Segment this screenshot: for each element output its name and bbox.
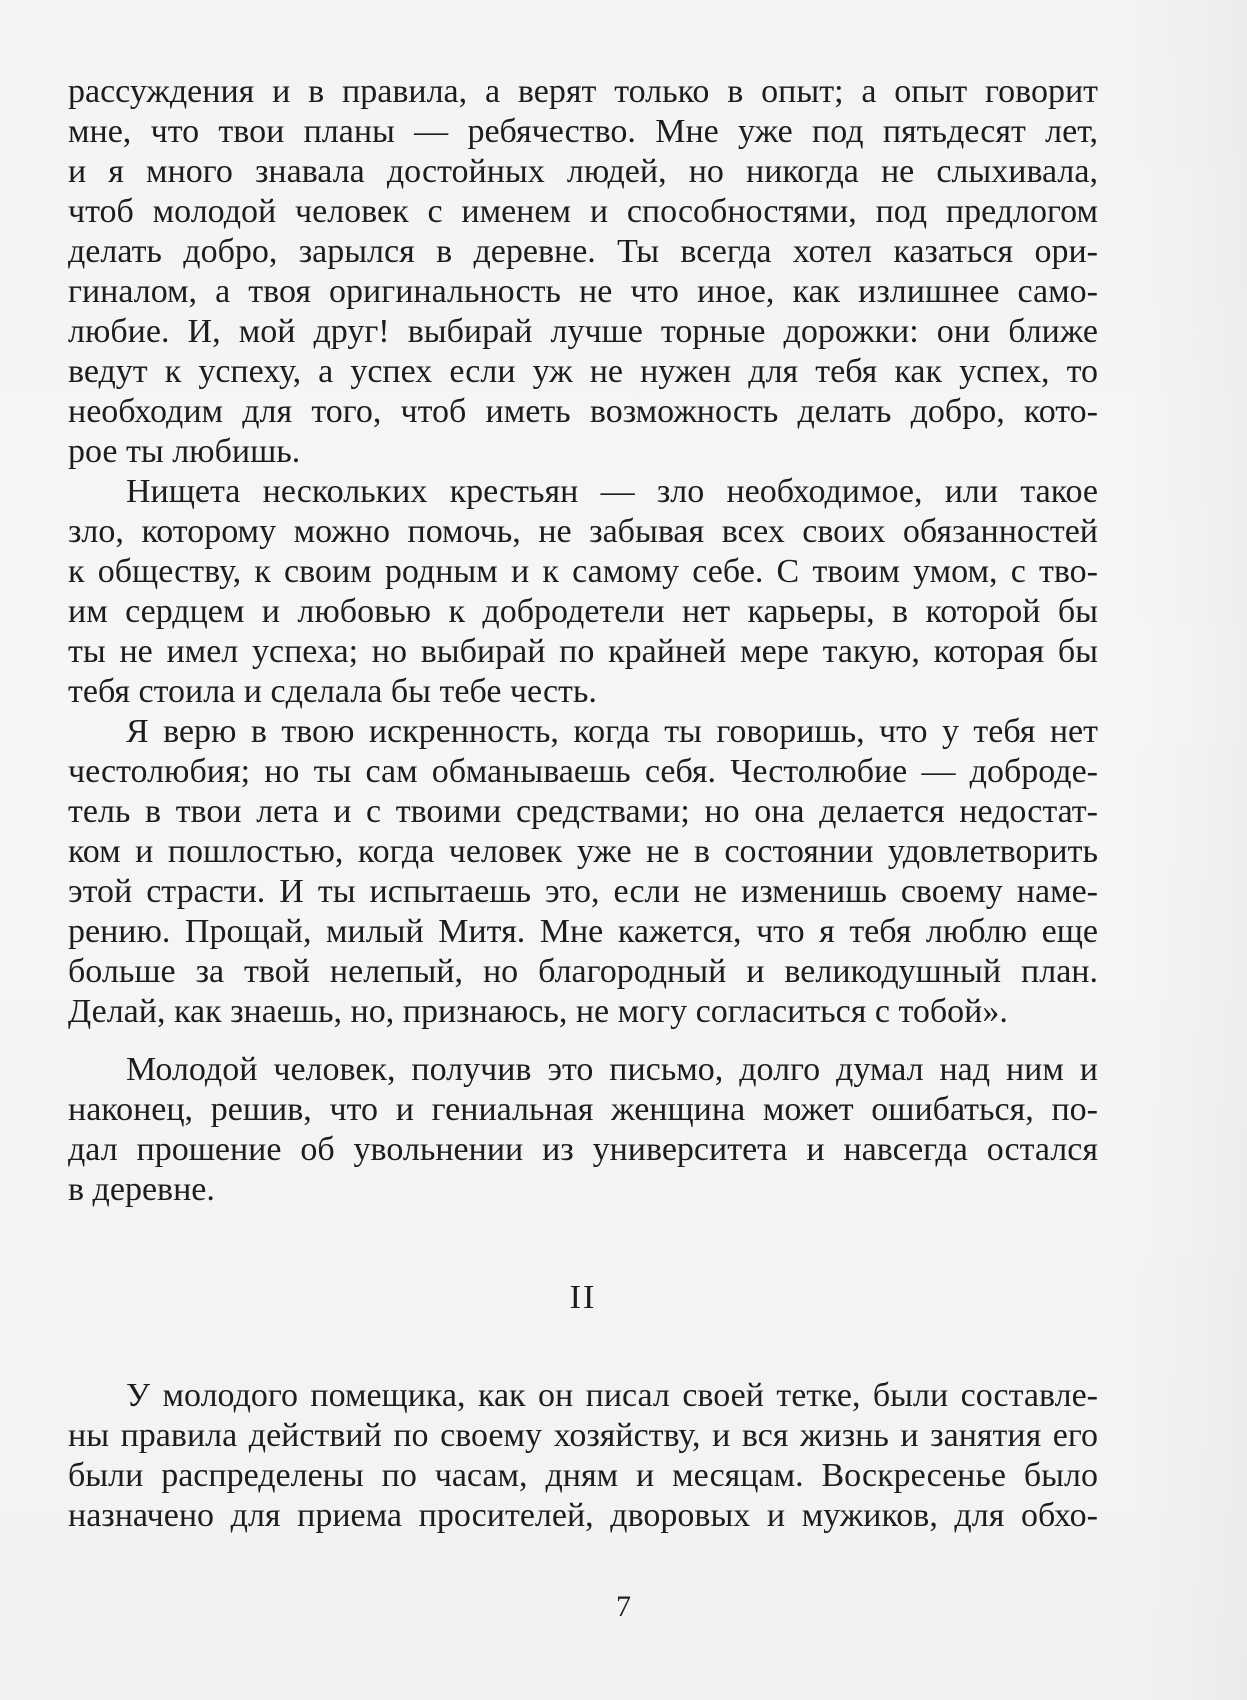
text-line: необходим для того, чтоб иметь возможность делать добро, кото- (68, 393, 1098, 430)
text-line: У молодого помещика, как он писал своей тетке, были составле- (126, 1377, 1098, 1414)
paper-shadow (1127, 0, 1247, 1700)
text-line: рению. Прощай, милый Митя. Мне кажется, что я тебя люблю еще (68, 913, 1098, 950)
heading-spacer (68, 1210, 1098, 1278)
text-line: больше за твой нелепый, но благородный и великодушный план. (68, 953, 1098, 990)
text-line: ведут к успеху, а успех если уж не нужен для тебя как успех, то (68, 353, 1098, 390)
text-line: честолюбия; но ты сам обманываешь себя. Честолюбие — доброде- (68, 753, 1098, 790)
text-line: назначено для приема просителей, дворовых и мужиков, для обхо- (68, 1497, 1098, 1534)
text-line: зло, которому можно помочь, не забывая всех своих обязанностей (68, 513, 1098, 550)
text-line: наконец, решив, что и гениальная женщина может ошибаться, по- (68, 1091, 1098, 1128)
text-line: в деревне. (68, 1171, 215, 1208)
text-line: им сердцем и любовью к добродетели нет карьеры, в которой бы (68, 593, 1098, 630)
text-line: рое ты любишь. (68, 433, 301, 470)
text-line: и я много знавала достойных людей, но никогда не слыхивала, (68, 153, 1098, 190)
text-line: чтоб молодой человек с именем и способностями, под предлогом (68, 193, 1098, 230)
paragraph-decision (68, 1050, 1098, 1210)
text-line: рассуждения и в правила, а верят только в опыт; а опыт говорит (68, 73, 1098, 110)
text-line: Я верю в твою искренность, когда ты говоришь, что у тебя нет (126, 713, 1098, 750)
paragraph-poverty (68, 472, 1098, 712)
text-line: ком и пошлостью, когда человек уже не в состоянии удовлетворить (68, 833, 1098, 870)
text-line: к обществу, к своим родным и к самому себе. С твоим умом, с тво- (68, 553, 1098, 590)
paragraph-spacer (68, 1032, 1098, 1050)
text-line: Молодой человек, получив это письмо, долго думал над ним и (126, 1051, 1098, 1088)
paragraph-landowner (68, 1376, 1098, 1536)
text-line: гиналом, а твоя оригинальность не что иное, как излишнее само- (68, 273, 1098, 310)
text-line: ты не имел успеха; но выбирай по крайней мере такую, которая бы (68, 633, 1098, 670)
text-line: мне, что твои планы — ребячество. Мне уже под пятьдесят лет, (68, 113, 1098, 150)
page-number: 7 (616, 1590, 631, 1623)
text-line: ны правила действий по своему хозяйству, и вся жизнь и занятия его (68, 1417, 1098, 1454)
text-line: любие. И, мой друг! выбирай лучше торные дорожки: они ближе (68, 313, 1098, 350)
paragraph-ambition (68, 712, 1098, 1032)
text-line: тель в твои лета и с твоими средствами; но она делается недостат- (68, 793, 1098, 830)
text-line: тебя стоила и сделала бы тебе честь. (68, 673, 597, 710)
text-line: дал прошение об увольнении из университета и навсегда остался (68, 1131, 1098, 1168)
text-line: Делай, как знаешь, но, признаюсь, не могу согласиться с тобой». (68, 993, 1008, 1030)
heading-spacer (68, 1318, 1098, 1376)
text-line: этой страсти. И ты испытаешь это, если не изменишь своему наме- (68, 873, 1098, 910)
text-line: Нищета нескольких крестьян — зло необходимое, или такое (126, 473, 1098, 510)
text-line: делать добро, зарылся в деревне. Ты всегда хотел казаться ори- (68, 233, 1098, 270)
paragraph-letter-continuation (68, 72, 1098, 472)
text-line: были распределены по часам, дням и месяцам. Воскресенье было (68, 1457, 1098, 1494)
section-heading: II (569, 1279, 597, 1316)
body-text (68, 72, 1098, 1536)
